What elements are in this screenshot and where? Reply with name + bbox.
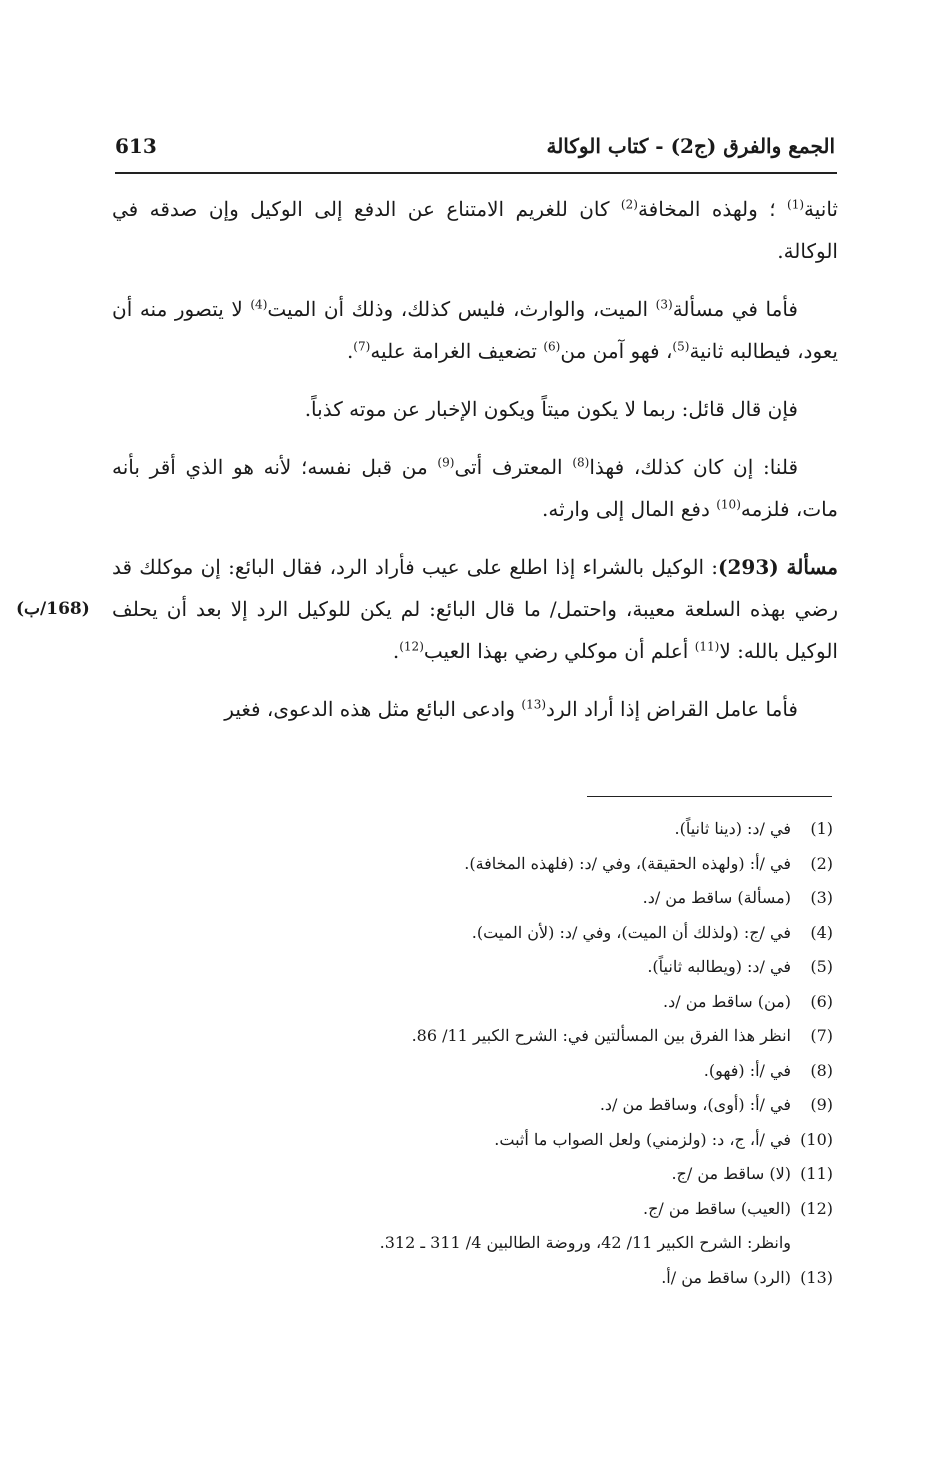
footnote-text: (لا) ساقط من /ج. bbox=[671, 1164, 791, 1183]
text-run: لا يتصور منه أن يعود، فيطالبه ثانية bbox=[112, 297, 838, 363]
footnote-number: (2) bbox=[810, 853, 833, 873]
footnote-number: (10) bbox=[800, 1129, 833, 1149]
footnote-item bbox=[213, 916, 833, 951]
footnote-text: (العيب) ساقط من /ج. bbox=[643, 1198, 791, 1218]
text-run: : الوكيل بالشراء إذا اطلع على عيب فأراد الرد، فقال البائع: إن موكلك قد رضي بهذه السلعة معيبة، واحتمل/ ما قال البائع: لم يكن للوكيل الرد إلا بعد أن يحلف الوكيل بالله: لا bbox=[112, 555, 838, 663]
footnote-item bbox=[213, 1123, 833, 1158]
paragraph-5 bbox=[112, 688, 838, 730]
header-rule bbox=[115, 172, 837, 174]
footnote-ref-7[interactable]: (7) bbox=[353, 339, 371, 354]
text-run: الميت، والوارث، فليس كذلك، وذلك أن الميت bbox=[267, 297, 656, 321]
footnote-continuation bbox=[213, 1226, 833, 1261]
footnote-ref-3[interactable]: (3) bbox=[655, 297, 673, 312]
running-header bbox=[115, 130, 835, 166]
footnote-text: في /أ: (أوى)، وساقط من /د. bbox=[599, 1095, 791, 1114]
text-run: فأما في مسألة bbox=[672, 297, 798, 321]
footnote-item bbox=[213, 985, 833, 1020]
footnote-text: (الرد) ساقط من /أ. bbox=[661, 1267, 791, 1287]
footnote-item bbox=[213, 881, 833, 916]
footnote-text: وانظر: الشرح الكبير 11/ 42، وروضة الطالبين 4/ 311 ـ 312. bbox=[379, 1233, 791, 1252]
footnote-text: (من) ساقط من /د. bbox=[663, 991, 791, 1011]
footnote-text: في /د: (دينا ثانياً). bbox=[674, 819, 791, 838]
footnote-ref-11[interactable]: (11) bbox=[694, 639, 720, 654]
footnote-item bbox=[213, 950, 833, 985]
footnote-item bbox=[213, 1019, 833, 1054]
footnote-item bbox=[213, 1088, 833, 1123]
footnote-number: (9) bbox=[810, 1095, 833, 1114]
text-run: ، فهو آمن من bbox=[560, 339, 673, 363]
footnote-ref-12[interactable]: (12) bbox=[399, 639, 424, 654]
footnote-item bbox=[213, 847, 833, 882]
footnote-number: (5) bbox=[810, 957, 833, 976]
text-run: ؛ ولهذه المخافة bbox=[637, 197, 787, 221]
footnote-item bbox=[213, 1192, 833, 1227]
footnote-item bbox=[213, 1054, 833, 1089]
footnote-ref-2[interactable]: (2) bbox=[620, 197, 638, 212]
footnote-text: انظر هذا الفرق بين المسألتين في: الشرح الكبير 11/ 86. bbox=[411, 1026, 791, 1045]
footnote-number: (6) bbox=[810, 991, 833, 1011]
footnote-number: (13) bbox=[800, 1267, 833, 1287]
footnote-item bbox=[213, 1157, 833, 1192]
footnote-number: (4) bbox=[810, 922, 833, 942]
footnote-ref-1[interactable]: (1) bbox=[787, 197, 805, 212]
footnote-ref-4[interactable]: (4) bbox=[250, 297, 268, 312]
manuscript-folio-note: (168/ب) bbox=[16, 599, 90, 619]
footnote-number: (12) bbox=[800, 1198, 833, 1218]
text-run: ثانية bbox=[804, 197, 838, 221]
footnote-number: (3) bbox=[810, 888, 833, 907]
footnote-ref-10[interactable]: (10) bbox=[716, 497, 741, 512]
footnote-number: (8) bbox=[810, 1060, 833, 1080]
footnotes bbox=[213, 812, 833, 1295]
footnote-ref-8[interactable]: (8) bbox=[572, 455, 590, 470]
text-run: كان للغريم الامتناع عن الدفع إلى الوكيل وإن صدقه في الوكالة. bbox=[112, 197, 838, 263]
footnote-text: في /ج: (ولذلك أن الميت)، وفي /د: (لأن الميت). bbox=[471, 922, 791, 942]
text-run: من قبل نفسه؛ لأنه هو الذي أقر بأنه مات، فلزمه bbox=[112, 455, 838, 521]
footnote-text: في /أ، ج، د: (ولزمني) ولعل الصواب ما أثبت. bbox=[494, 1129, 791, 1149]
footnote-text: (مسألة) ساقط من /د. bbox=[642, 888, 791, 907]
footnote-text: في /أ: (فهو). bbox=[703, 1060, 791, 1080]
footnote-separator bbox=[587, 796, 832, 797]
footnote-ref-6[interactable]: (6) bbox=[543, 339, 561, 354]
issue-paragraph bbox=[16, 546, 839, 672]
paragraph-2 bbox=[112, 288, 838, 372]
page-number: 613 bbox=[115, 134, 157, 158]
footnote-ref-9[interactable]: (9) bbox=[437, 455, 455, 470]
footnote-ref-13[interactable]: (13) bbox=[521, 697, 547, 712]
paragraph-4 bbox=[112, 446, 838, 530]
text-run: أعلم أن موكلي رضي بهذا العيب bbox=[423, 639, 695, 663]
footnote-number: (11) bbox=[800, 1164, 833, 1183]
text-run: تضعيف الغرامة عليه bbox=[370, 339, 544, 363]
footnote-number: (1) bbox=[810, 819, 833, 838]
paragraph-1 bbox=[112, 188, 838, 272]
main-text bbox=[16, 188, 839, 746]
text-run: قلنا: إن كان كذلك، فهذا bbox=[589, 455, 799, 479]
text-run: . bbox=[392, 639, 400, 663]
text-run: المعترف أتى bbox=[454, 455, 573, 479]
header-title: الجمع والفرق (ج2) - كتاب الوكالة bbox=[546, 134, 835, 158]
footnote-text: في /أ: (ولهذه الحقيقة)، وفي /د: (فلهذه المخافة). bbox=[464, 853, 791, 873]
issue-label: مسألة (293) bbox=[718, 555, 839, 579]
text-run: دفع المال إلى وارثه. bbox=[542, 497, 717, 521]
text-run: . bbox=[346, 339, 354, 363]
footnote-ref-5[interactable]: (5) bbox=[672, 339, 690, 354]
text-run: وادعى البائع مثل هذه الدعوى، فغير bbox=[224, 697, 522, 721]
paragraph-3: فإن قال قائل: ربما لا يكون ميتاً ويكون الإخبار عن موته كذباً. bbox=[304, 397, 798, 421]
footnote-item bbox=[213, 812, 833, 847]
footnote-item bbox=[213, 1261, 833, 1296]
footnote-text: في /د: (ويطالبه ثانياً). bbox=[647, 957, 791, 976]
text-run: فأما عامل القراض إذا أراد الرد bbox=[546, 697, 798, 721]
footnote-number: (7) bbox=[810, 1026, 833, 1045]
